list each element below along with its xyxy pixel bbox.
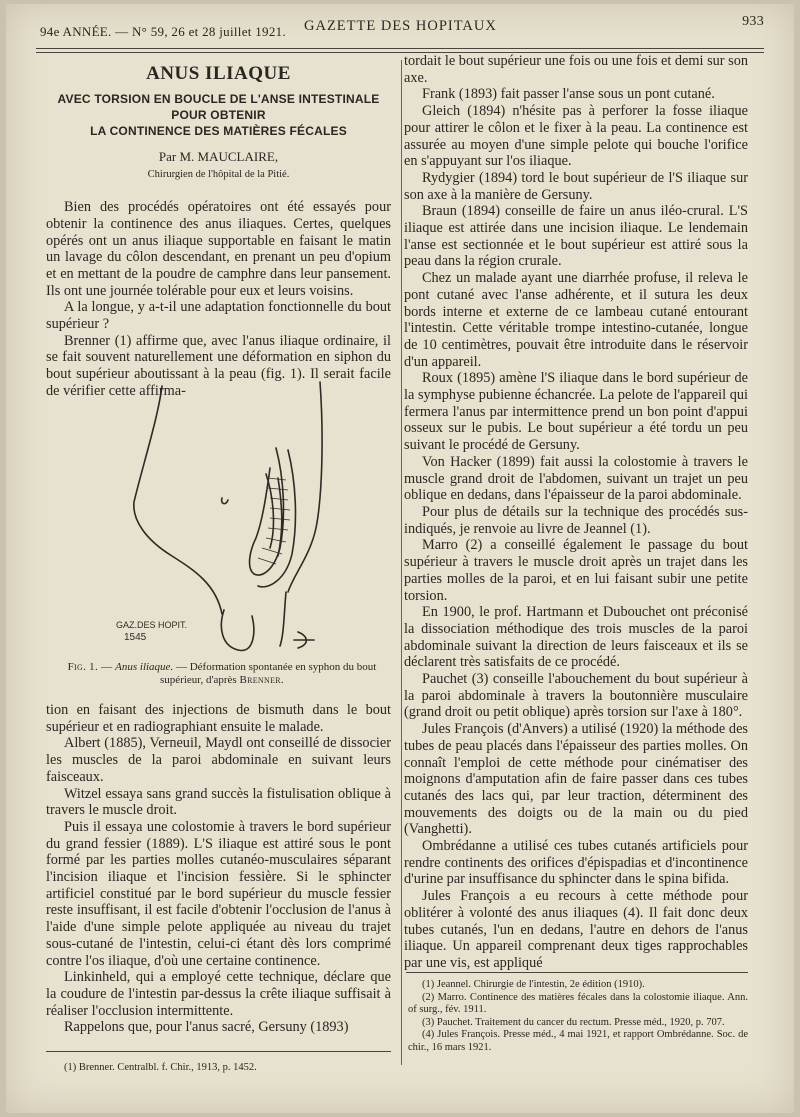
colon-loop bbox=[266, 474, 282, 556]
paragraph: Gleich (1894) n'hésite pas à perforer la fosse iliaque pour attirer le côlon et le fixer à la peau. La continence est assurée au moyen d'une simple pelote qui bouche l'orifice en s'appuyant sur l'os iliaque. bbox=[404, 103, 748, 170]
footnote: (4) Jules François. Presse méd., 4 mai 1921, et rapport Ombrédanne. Soc. de chir., 16 mars 1921. bbox=[408, 1029, 748, 1053]
paragraph: Albert (1885), Verneuil, Maydl ont conseillé de dissocier les muscles de la paroi abdominale en suivant leurs faisceaux. bbox=[46, 735, 391, 785]
paragraph: Rappelons que, pour l'anus sacré, Gersuny (1893) bbox=[64, 1019, 349, 1036]
paragraph: Frank (1893) fait passer l'anse sous un pont cutané. bbox=[422, 86, 715, 103]
journal-name: GAZETTE DES HOPITAUX bbox=[304, 18, 497, 34]
header-rule bbox=[36, 48, 764, 49]
issue-info: 94e ANNÉE. — N° 59, 26 et 28 juillet 1921. bbox=[40, 24, 286, 39]
signature-mark bbox=[294, 632, 314, 648]
caption-italic: Anus iliaque. bbox=[115, 661, 174, 673]
article-title: ANUS ILIAQUE bbox=[146, 63, 291, 84]
footnotes-right bbox=[408, 979, 748, 1055]
paragraph: Chez un malade ayant une diarrhée profuse, il releva le pont cutané avec l'anse adhérente, et il sutura les deux bords interne et externe de ce lambeau cutané entourant l'intestin. Cette véritable trompe intestino-cutanée, longue de 10 centimètres, pouvait être introduite dans le réservoir d'un appareil. bbox=[404, 270, 748, 370]
paragraph: Puis il essaya une colostomie à travers le bord supérieur du grand fessier (1889). L'S iliaque est attiré sous le pont formé par les parties molles cutanéo-musculaires séparant l'incision iliaque et l'incision fessière. Si le sphincter artificiel constitué par le bord supérieur du muscle fessier reste insuffisant, il est facile d'obtenir l'occlusion de l'anus à l'aide d'une simple pelote appliquée au niveau du trajet sous-cutané de l'intestin, celui-ci étant dès lors comprimé contre l'os iliaque, d'où une certaine continence. bbox=[46, 818, 391, 969]
paragraph: Pauchet (3) conseille l'abouchement du bout supérieur à la paroi abdominale à travers la boutonnière musculaire (grand droit ou petit oblique) après torsion sur l'axe à 180°. bbox=[404, 671, 748, 721]
article-author: Par M. MAUCLAIRE, bbox=[158, 148, 279, 164]
paragraph: Bien des procédés opératoires ont été essayés pour obtenir la continence des anus iliaques. Certes, quelques opérés ont un anus iliaque supportable en faisant le matin un lavage du côlon descendant, en prenant un peu d'opium et en mettant de la poudre de camphre dans leur pansement. Ils ont une journée tolérable pour eux et leurs voisins. bbox=[46, 199, 391, 299]
footnote-rule-left bbox=[46, 1051, 391, 1052]
caption-prefix: Fig. 1. — bbox=[67, 661, 113, 673]
paragraph: tordait le bout supérieur une fois ou une fois et demi sur son axe. bbox=[404, 53, 748, 86]
newspaper-page bbox=[6, 4, 794, 1113]
leg-loop bbox=[221, 610, 253, 650]
footnote: (2) Marro. Continence des matières fécales dans la colostomie iliaque. Ann. of surg., fév. 1911. bbox=[408, 991, 748, 1016]
page-number: 933 bbox=[742, 14, 764, 29]
footnote-rule-right bbox=[406, 972, 748, 973]
figure-label-1: GAZ.DES HOPIT. bbox=[116, 620, 188, 630]
paragraph: Jules François (d'Anvers) a utilisé (1920) la méthode des tubes de peau placés dans l'épaisseur des parties molles. On connaît l'emploi de cette méthode pour cinématiser des moignons d'amputation afin de faire passer dans ces tubes cutanés des lacs qui, par leur traction, déterminent des mouvements des doigts ou de la main ou du pied (Vanghetti). bbox=[404, 721, 748, 838]
paragraph: A la longue, y a-t-il une adaptation fonctionnelle du bout supérieur ? bbox=[46, 299, 391, 333]
footnote: (3) Pauchet. Traitement du cancer du rectum. Presse méd., 1920, p. 707. bbox=[422, 1016, 725, 1028]
subtitle-line-1: AVEC TORSION EN BOUCLE DE L'ANSE INTESTINALE POUR OBTENIR bbox=[57, 91, 380, 122]
torso-right-outline bbox=[288, 382, 322, 592]
article-heading bbox=[46, 63, 391, 184]
column-right bbox=[404, 53, 748, 972]
caption-text: — Déformation spontanée en syphon du bout supérieur, d'après bbox=[160, 661, 377, 686]
navel bbox=[222, 498, 228, 504]
paragraph: Linkinheld, qui a employé cette technique, déclare que la coudure de l'intestin par-dessus la crête iliaque suffisait à réaliser l'occlusion intermittente. bbox=[46, 969, 391, 1019]
column-left-top bbox=[46, 63, 391, 400]
paragraph: Braun (1894) conseille de faire un anus iléo-crural. L'S iliaque est attirée dans une incision iliaque. Le lendemain l'anse est sectionnée et le bout supérieur est attiré sous la peau dans la région crurale. bbox=[404, 203, 748, 270]
paragraph: Brenner (1) affirme que, avec l'anus iliaque ordinaire, il se fait souvent naturellement une déformation en siphon du bout supérieur aboutissant à la peau (fig. 1). Il serait facile de vérifier cette affirma- bbox=[46, 332, 391, 399]
column-left-bottom bbox=[46, 702, 391, 1036]
figure-caption bbox=[52, 661, 392, 687]
caption-author: Brenner. bbox=[239, 674, 284, 686]
footnote: (1) Jeannel. Chirurgie de l'intestin, 2e édition (1910). bbox=[422, 979, 645, 990]
author-role: Chirurgien de l'hôpital de la Pitié. bbox=[147, 169, 290, 181]
paragraph: Pour plus de détails sur la technique des procédés sus-indiqués, je renvoie au livre de Jeannel (1). bbox=[404, 503, 748, 537]
paragraph: Rydygier (1894) tord le bout supérieur de l'S iliaque sur son axe à la manière de Gersuny. bbox=[404, 169, 748, 203]
paragraph: Marro (2) a conseillé également le passage du bout supérieur à travers le muscle droit après un trajet dans les parties molles de la paroi, et en lui faisant subir une petite torsion. bbox=[404, 537, 748, 604]
paragraph: Jules François a eu recours à cette méthode pour oblitérer à volonté des anus iliaques (4). Il fait donc deux tubes cutanés, l'un en dedans, l'autre en dehors de l'anus iliaque. Un appareil comprenant deux tiges rapprochables par une vis, est appliqué bbox=[404, 888, 748, 971]
torso-left-outline bbox=[134, 386, 222, 614]
paragraph: En 1900, le prof. Hartmann et Dubouchet ont préconisé la dissociation méthodique des trois muscles de la paroi abdominale suivant la direction de leurs faisceaux et ils se déclarent très satisfaits de ce procédé. bbox=[404, 604, 748, 671]
leg-right bbox=[280, 592, 286, 646]
paragraph: Witzel essaya sans grand succès la fistulisation oblique à travers le muscle droit. bbox=[46, 785, 391, 819]
paragraph: Roux (1895) amène l'S iliaque dans le bord supérieur de la symphyse pubienne échancrée. La pelote de l'appareil qui fermera l'anus par intermittence prend un bon point d'appui osseux sur le pubis. Le bout supérieur a été tordu un peu suivant le procédé de Gersuny. bbox=[404, 370, 748, 454]
column-separator bbox=[401, 60, 402, 1065]
page-header bbox=[40, 14, 764, 40]
figure-label-2: 1545 bbox=[124, 632, 147, 643]
anatomical-figure bbox=[98, 378, 358, 654]
subtitle-line-2: LA CONTINENCE DES MATIÈRES FÉCALES bbox=[90, 123, 347, 138]
paragraph: Von Hacker (1899) fait aussi la colostomie à travers le muscle grand droit de l'abdomen, suivant un trajet un peu oblique en dedans, dans l'épaisseur de la paroi abdominale. bbox=[404, 453, 748, 504]
article-subtitle bbox=[46, 91, 391, 139]
footnote-left: (1) Brenner. Centralbl. f. Chir., 1913, p. 1452. bbox=[64, 1062, 257, 1073]
paragraph: Ombrédanne a utilisé ces tubes cutanés artificiels pour rendre continents des orifices d'épispadias et d'incontinence d'urine par insuffisance du sphincter dans le spina bifida. bbox=[404, 838, 748, 888]
paragraph: tion en faisant des injections de bismuth dans le bout supérieur et en radiographiant ensuite le malade. bbox=[46, 702, 391, 735]
